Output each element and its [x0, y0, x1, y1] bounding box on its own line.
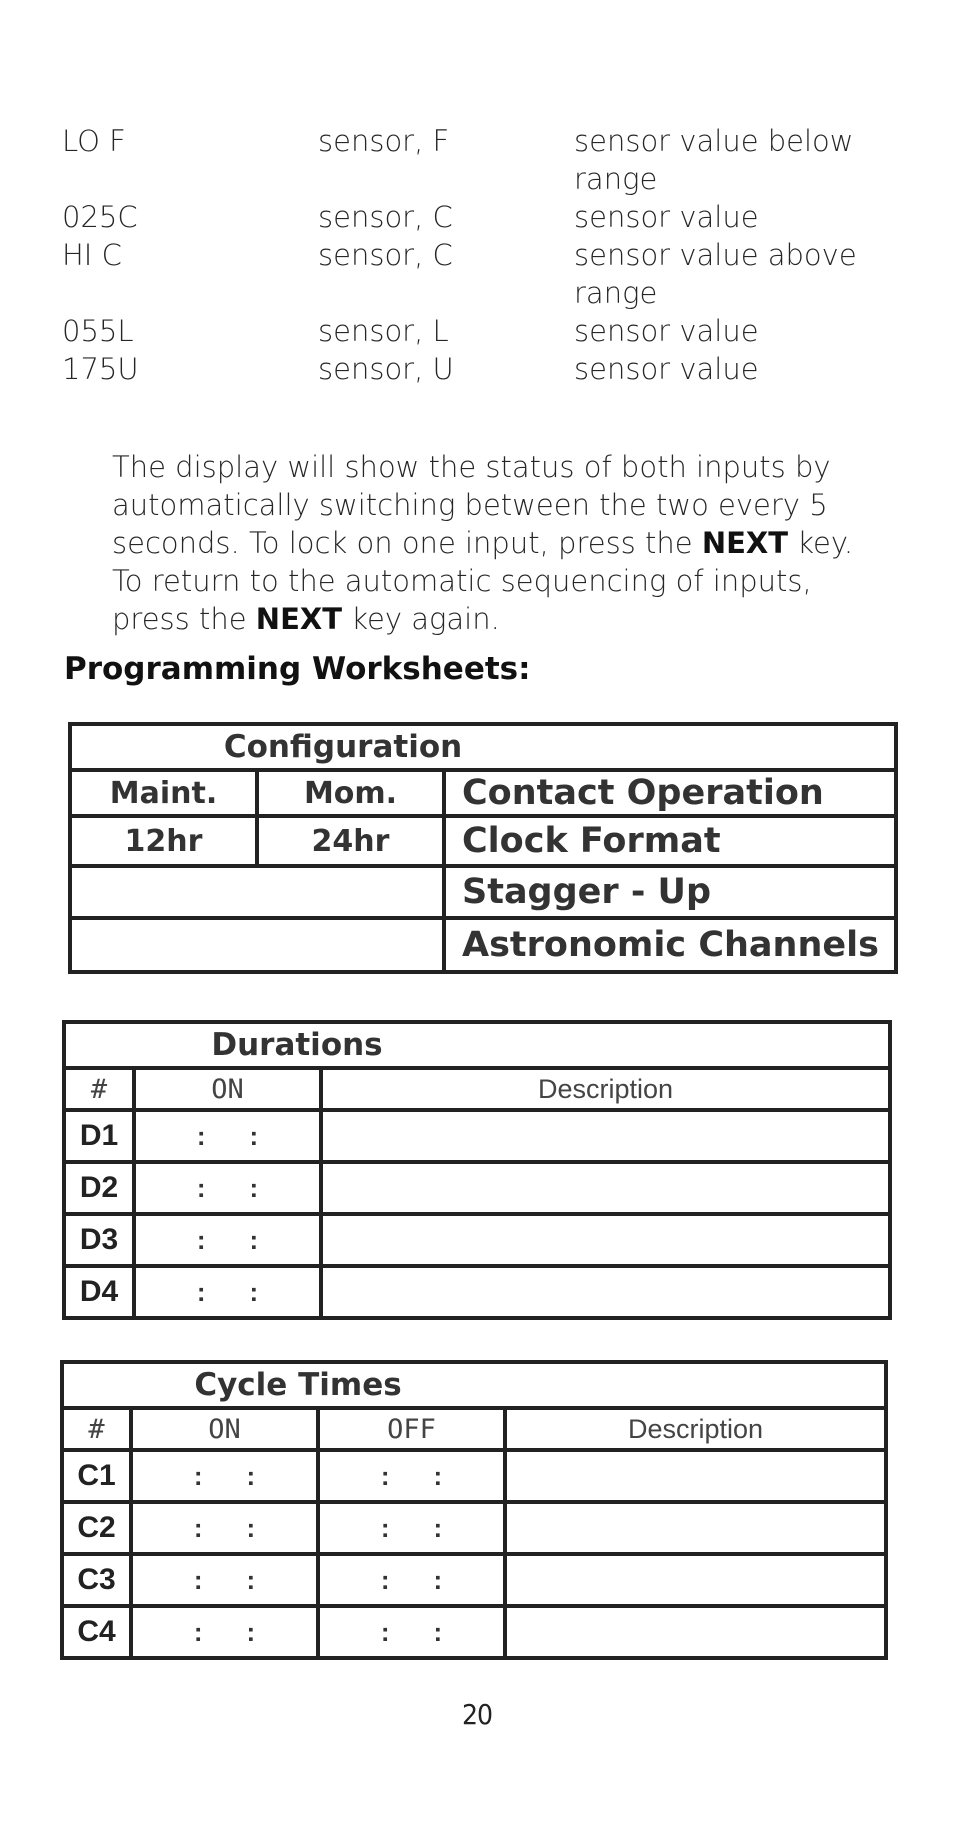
config-row	[70, 866, 896, 918]
configuration-title: Configuration	[70, 724, 896, 770]
time-separator: :	[380, 1564, 390, 1595]
cycle-row	[62, 1502, 886, 1554]
on-column-header: ON	[134, 1068, 321, 1110]
time-separator: :	[193, 1512, 203, 1543]
cycle-row	[62, 1606, 886, 1658]
sensor-meaning: sensor value below range	[574, 124, 854, 196]
next-key-label: NEXT	[701, 526, 789, 560]
durations-title: Durations	[64, 1022, 890, 1068]
paragraph-text: The display will show the status of both inputs by automatically switching between the two every 5 seconds. To lock on one input, press the	[112, 450, 831, 560]
display-status-paragraph	[112, 448, 872, 638]
description-field[interactable]	[505, 1450, 886, 1502]
sensor-type: sensor, C	[318, 238, 453, 272]
time-separator: :	[433, 1564, 443, 1595]
config-label: Contact Operation	[444, 770, 896, 816]
on-time-field[interactable]	[134, 1162, 321, 1214]
cycle-id: C2	[62, 1502, 131, 1554]
duration-row	[64, 1162, 890, 1214]
off-column-header: OFF	[318, 1408, 505, 1450]
durations-worksheet	[62, 1020, 892, 1320]
time-separator: :	[380, 1616, 390, 1647]
on-time-field[interactable]	[134, 1214, 321, 1266]
sensor-row	[62, 350, 892, 388]
config-option: 24hr	[257, 816, 444, 866]
description-column-header: Description	[505, 1408, 886, 1450]
cycle-row	[62, 1554, 886, 1606]
on-time-field[interactable]	[134, 1266, 321, 1318]
on-time-field[interactable]	[131, 1554, 318, 1606]
sensor-code-list	[62, 122, 892, 388]
sensor-code: 175U	[62, 352, 139, 386]
paragraph-text: key again.	[342, 602, 500, 636]
time-separator: :	[196, 1172, 206, 1203]
config-label: Stagger - Up	[444, 866, 896, 918]
time-separator: :	[193, 1564, 203, 1595]
durations-header-row	[64, 1068, 890, 1110]
configuration-worksheet	[68, 722, 898, 974]
number-column-header: #	[64, 1068, 134, 1110]
cycle-id: C1	[62, 1450, 131, 1502]
sensor-type: sensor, C	[318, 200, 453, 234]
sensor-type: sensor, U	[318, 352, 454, 386]
duration-row	[64, 1214, 890, 1266]
description-field[interactable]	[321, 1266, 890, 1318]
cycle-id: C4	[62, 1606, 131, 1658]
on-time-field[interactable]	[134, 1110, 321, 1162]
description-field[interactable]	[321, 1214, 890, 1266]
duration-row	[64, 1266, 890, 1318]
sensor-meaning: sensor value	[574, 314, 759, 348]
time-separator: :	[196, 1276, 206, 1307]
time-separator: :	[246, 1512, 256, 1543]
cycle-times-title: Cycle Times	[62, 1362, 886, 1408]
time-separator: :	[433, 1616, 443, 1647]
cycle-id: C3	[62, 1554, 131, 1606]
config-label: Clock Format	[444, 816, 896, 866]
config-blank-cell[interactable]	[70, 866, 444, 918]
time-separator: :	[249, 1276, 259, 1307]
sensor-type: sensor, L	[318, 314, 449, 348]
description-field[interactable]	[321, 1162, 890, 1214]
sensor-row	[62, 122, 892, 198]
time-separator: :	[196, 1224, 206, 1255]
duration-id: D4	[64, 1266, 134, 1318]
description-field[interactable]	[505, 1606, 886, 1658]
config-blank-cell[interactable]	[70, 918, 444, 972]
on-time-field[interactable]	[131, 1450, 318, 1502]
sensor-type: sensor, F	[318, 124, 450, 158]
off-time-field[interactable]	[318, 1502, 505, 1554]
duration-id: D2	[64, 1162, 134, 1214]
config-option: 12hr	[70, 816, 257, 866]
description-field[interactable]	[321, 1110, 890, 1162]
duration-id: D3	[64, 1214, 134, 1266]
on-column-header: ON	[131, 1408, 318, 1450]
off-time-field[interactable]	[318, 1554, 505, 1606]
sensor-code: LO F	[62, 124, 126, 158]
sensor-row	[62, 236, 892, 312]
cycle-times-worksheet	[60, 1360, 888, 1660]
description-field[interactable]	[505, 1554, 886, 1606]
sensor-meaning: sensor value above range	[574, 238, 857, 310]
on-time-field[interactable]	[131, 1606, 318, 1658]
sensor-row	[62, 312, 892, 350]
time-separator: :	[249, 1172, 259, 1203]
time-separator: :	[246, 1564, 256, 1595]
config-row	[70, 770, 896, 816]
time-separator: :	[433, 1512, 443, 1543]
paragraph-text: key. To return to the automatic sequencing of inputs, press the	[112, 526, 854, 636]
time-separator: :	[249, 1120, 259, 1151]
config-row	[70, 918, 896, 972]
time-separator: :	[249, 1224, 259, 1255]
next-key-label: NEXT	[255, 602, 343, 636]
config-label: Astronomic Channels	[444, 918, 896, 972]
sensor-meaning: sensor value	[574, 200, 759, 234]
time-separator: :	[196, 1120, 206, 1151]
time-separator: :	[380, 1460, 390, 1491]
description-field[interactable]	[505, 1502, 886, 1554]
config-option: Mom.	[257, 770, 444, 816]
time-separator: :	[193, 1460, 203, 1491]
config-option: Maint.	[70, 770, 257, 816]
sensor-code: 055L	[62, 314, 134, 348]
time-separator: :	[380, 1512, 390, 1543]
duration-id: D1	[64, 1110, 134, 1162]
time-separator: :	[193, 1616, 203, 1647]
sensor-code: 025C	[62, 200, 138, 234]
off-time-field[interactable]	[318, 1606, 505, 1658]
cycle-times-header-row	[62, 1408, 886, 1450]
page-number: 20	[461, 1698, 493, 1731]
on-time-field[interactable]	[131, 1502, 318, 1554]
section-heading: Programming Worksheets:	[64, 651, 531, 687]
config-row	[70, 816, 896, 866]
cycle-row	[62, 1450, 886, 1502]
sensor-code: HI C	[62, 238, 122, 272]
time-separator: :	[433, 1460, 443, 1491]
time-separator: :	[246, 1460, 256, 1491]
duration-row	[64, 1110, 890, 1162]
sensor-meaning: sensor value	[574, 352, 759, 386]
off-time-field[interactable]	[318, 1450, 505, 1502]
sensor-row	[62, 198, 892, 236]
description-column-header: Description	[321, 1068, 890, 1110]
number-column-header: #	[62, 1408, 131, 1450]
time-separator: :	[246, 1616, 256, 1647]
